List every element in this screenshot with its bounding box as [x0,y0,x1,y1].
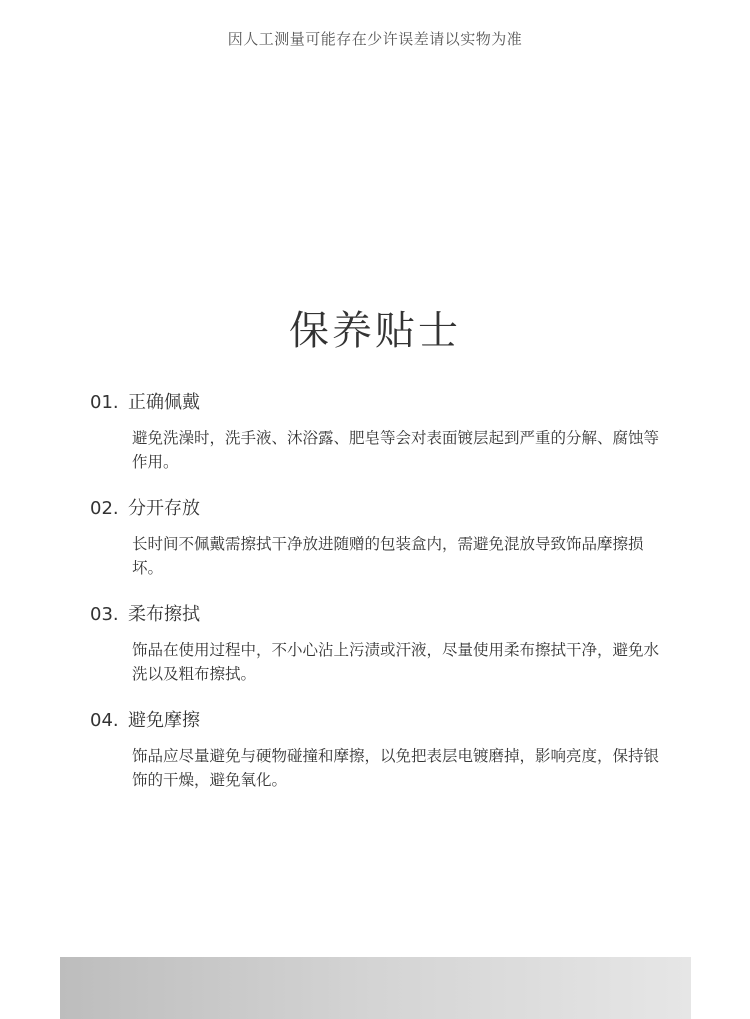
tip-number: 04. [90,710,119,731]
footer-gradient-band [60,957,691,1019]
tip-number: 03. [90,604,119,625]
tip-item-4 [90,708,670,792]
tip-item-1 [90,390,670,474]
measurement-disclaimer: 因人工测量可能存在少许误差请以实物为准 [227,30,523,48]
tip-label: 柔布擦拭 [128,604,200,625]
tip-heading [90,602,670,628]
tip-label: 分开存放 [128,498,200,519]
tip-label: 避免摩擦 [128,710,200,731]
tip-heading [90,708,670,734]
tip-label: 正确佩戴 [128,392,200,413]
tip-body: 饰品在使用过程中，不小心沾上污渍或汗液，尽量使用柔布擦拭干净，避免水洗以及粗布擦拭。 [132,641,660,683]
tip-heading [90,390,670,416]
tip-body: 长时间不佩戴需擦拭干净放进随赠的包装盒内，需避免混放导致饰品摩擦损坏。 [132,535,644,577]
tip-number: 01. [90,392,119,413]
page-title: 保养贴士 [289,307,461,354]
care-tips-list [90,390,670,814]
tip-body: 饰品应尽量避免与硬物碰撞和摩擦，以免把表层电镀磨掉，影响亮度，保持银饰的干燥，避免氧化。 [132,747,660,789]
tip-heading [90,496,670,522]
tip-item-3 [90,602,670,686]
tip-body: 避免洗澡时，洗手液、沐浴露、肥皂等会对表面镀层起到严重的分解、腐蚀等作用。 [132,429,660,471]
tip-number: 02. [90,498,119,519]
tip-item-2 [90,496,670,580]
